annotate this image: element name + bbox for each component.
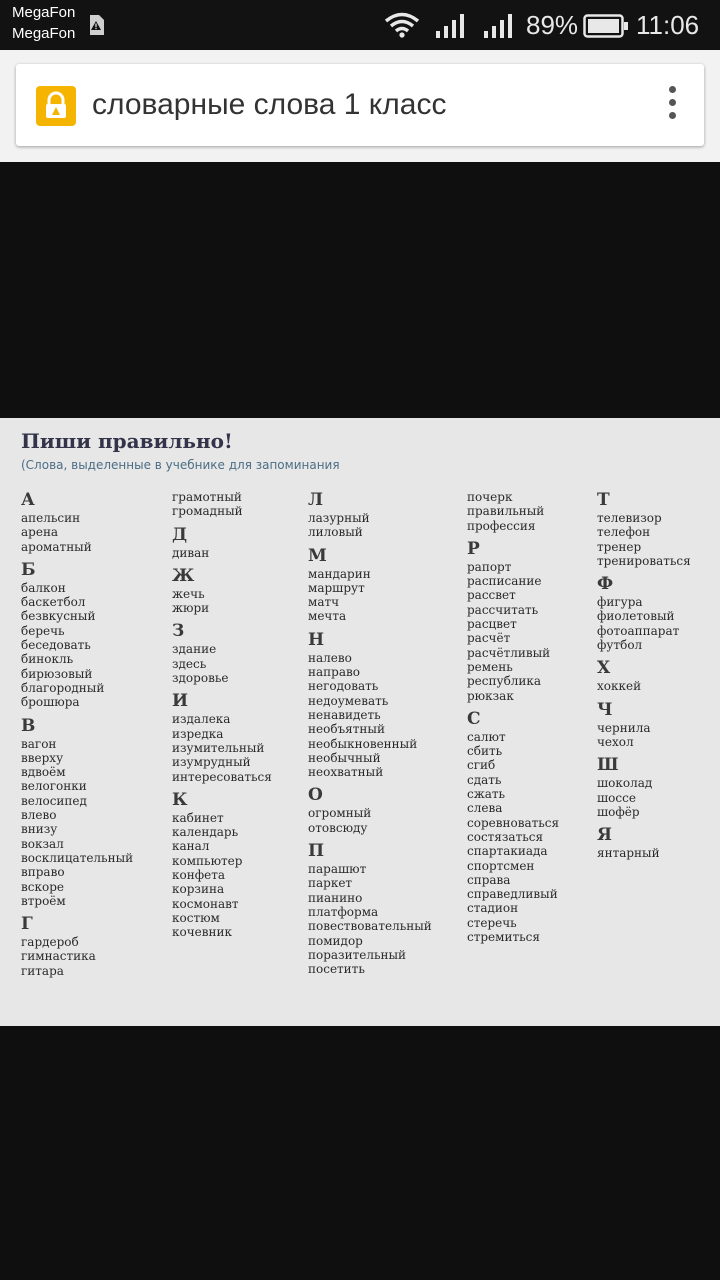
vocabulary-word: кочевник <box>172 925 233 940</box>
vocabulary-word: рассчитать <box>467 602 539 617</box>
vocabulary-word: отовсюду <box>308 820 368 835</box>
vocabulary-word: календарь <box>172 825 239 840</box>
section-letter: И <box>172 691 189 712</box>
vocabulary-word: сдать <box>467 772 502 787</box>
vocabulary-word: стремиться <box>467 930 540 945</box>
vocabulary-word: паркет <box>308 876 353 891</box>
vocabulary-word: неохватный <box>308 765 384 780</box>
word-column <box>597 490 691 860</box>
vocabulary-word: велогонки <box>21 779 87 794</box>
vocabulary-word: вдвоём <box>21 765 66 780</box>
vocabulary-word: необыкновенный <box>308 736 418 751</box>
vocabulary-word: необычный <box>308 750 381 765</box>
section-letter: Л <box>308 490 324 510</box>
wifi-icon <box>384 12 420 38</box>
vocabulary-word: тренироваться <box>597 553 691 568</box>
vocabulary-word: стадион <box>467 901 519 916</box>
vocabulary-word: состязаться <box>467 829 544 844</box>
vocabulary-word: хоккей <box>597 679 642 694</box>
vocabulary-word: посетить <box>308 962 365 977</box>
vocabulary-word: вагон <box>21 736 57 751</box>
vocabulary-word: спортсмен <box>467 858 535 873</box>
section-letter: Т <box>597 490 610 510</box>
vocabulary-word: вправо <box>21 865 65 880</box>
vocabulary-word: грамотный <box>172 490 242 504</box>
vocabulary-word: диван <box>172 545 210 560</box>
vocabulary-word: парашют <box>308 862 367 877</box>
vocabulary-word: брошюра <box>21 695 80 710</box>
vocabulary-word: республика <box>467 674 542 689</box>
vocabulary-word: фигура <box>597 595 643 610</box>
vocabulary-word: повествовательный <box>308 919 432 934</box>
section-letter: О <box>308 785 323 806</box>
vocabulary-word: костюм <box>172 910 220 925</box>
vocabulary-word: здоровье <box>172 671 229 686</box>
vocabulary-word: стеречь <box>467 915 517 930</box>
section-letter: Н <box>308 629 325 650</box>
vocabulary-word: громадный <box>172 504 243 519</box>
vocabulary-word: беседовать <box>21 638 91 653</box>
section-letter: П <box>308 841 325 862</box>
vocabulary-word: благородный <box>21 680 105 695</box>
vocabulary-word: изумительный <box>172 740 265 755</box>
vocabulary-word: расцвет <box>467 617 517 632</box>
vocabulary-word: справедливый <box>467 887 558 902</box>
vocabulary-word: баскетбол <box>21 595 86 610</box>
vocabulary-word: фиолетовый <box>597 609 675 624</box>
vocabulary-word: янтарный <box>597 846 660 861</box>
vocabulary-word: шоколад <box>597 776 653 791</box>
section-letter: Б <box>21 559 36 580</box>
vocabulary-word: поразительный <box>308 947 407 962</box>
word-list-image[interactable] <box>0 418 720 1026</box>
omnibox[interactable] <box>16 64 704 146</box>
image-subtitle: (Слова, выделенные в учебнике для запоминания <box>21 458 340 472</box>
section-letter: С <box>467 708 481 729</box>
word-column <box>467 490 559 944</box>
section-letter: А <box>21 490 35 510</box>
vocabulary-word: негодовать <box>308 679 379 694</box>
signal-icon <box>436 13 466 39</box>
section-letter: З <box>172 621 185 642</box>
vocabulary-word: необъятный <box>308 722 385 737</box>
vocabulary-word: огромный <box>308 806 372 821</box>
page-dark-area <box>0 162 720 418</box>
page-dark-area-bottom <box>0 1026 720 1280</box>
vocabulary-word: апельсин <box>21 511 81 525</box>
vocabulary-word: лазурный <box>308 511 370 525</box>
section-letter: Г <box>21 914 33 935</box>
vocabulary-word: вверху <box>21 750 64 765</box>
vocabulary-word: мандарин <box>308 566 371 581</box>
vocabulary-word: канал <box>172 839 210 854</box>
word-column <box>172 490 272 940</box>
section-letter: Р <box>467 538 480 559</box>
vocabulary-word: сжать <box>467 787 506 802</box>
section-letter: Я <box>597 825 612 846</box>
vocabulary-word: беречь <box>21 623 65 638</box>
vocabulary-word: рапорт <box>467 559 512 574</box>
vocabulary-word: помидор <box>308 933 363 948</box>
vocabulary-word: футбол <box>597 638 643 653</box>
word-column <box>308 490 432 976</box>
vocabulary-word: компьютер <box>172 853 243 868</box>
vocabulary-word: спартакиада <box>467 844 548 859</box>
vocabulary-word: налево <box>308 650 352 665</box>
vocabulary-word: шоссе <box>597 790 636 805</box>
vocabulary-word: конфета <box>172 868 226 883</box>
section-letter: Х <box>597 658 611 679</box>
vocabulary-word: направо <box>308 665 360 680</box>
carrier-1: MegaFon <box>12 4 76 21</box>
vocabulary-word: чернила <box>597 720 651 735</box>
vocabulary-word: чехол <box>597 734 634 749</box>
vocabulary-word: здание <box>172 642 217 657</box>
battery-percent: 89% <box>526 10 579 40</box>
vocabulary-word: пианино <box>308 890 363 905</box>
vocabulary-word: тренер <box>597 539 642 554</box>
vocabulary-word: фотоаппарат <box>597 623 680 638</box>
vocabulary-word: издалека <box>172 712 231 727</box>
vocabulary-word: изумрудный <box>172 755 251 770</box>
battery-icon <box>583 14 629 38</box>
vocabulary-word: гардероб <box>21 935 79 950</box>
vocabulary-word: ароматный <box>21 539 92 554</box>
vocabulary-word: салют <box>467 729 506 744</box>
vocabulary-word: гимнастика <box>21 949 96 964</box>
vocabulary-word: слева <box>467 801 503 816</box>
section-letter: Ж <box>172 565 195 586</box>
vocabulary-word: расписание <box>467 574 542 589</box>
carrier-labels <box>12 2 75 44</box>
vocabulary-word: профессия <box>467 518 536 533</box>
vocabulary-word: безвкусный <box>21 609 96 624</box>
carrier-2: MegaFon <box>12 25 76 42</box>
vocabulary-word: изредка <box>172 726 224 741</box>
status-bar <box>0 0 720 50</box>
section-letter: К <box>172 789 188 810</box>
vocabulary-word: корзина <box>172 882 225 897</box>
lock-icon[interactable] <box>36 86 76 126</box>
vocabulary-word: правильный <box>467 504 545 519</box>
vocabulary-word: расчётливый <box>467 645 551 660</box>
vocabulary-word: арена <box>21 525 59 540</box>
vocabulary-word: лиловый <box>308 525 363 540</box>
image-title: Пиши правильно! <box>21 429 233 453</box>
vocabulary-word: втроём <box>21 893 66 908</box>
vocabulary-word: сбить <box>467 744 503 759</box>
vocabulary-word: ремень <box>467 659 513 674</box>
vocabulary-word: маршрут <box>308 580 365 595</box>
section-letter: М <box>308 545 327 566</box>
vocabulary-word: справа <box>467 872 511 887</box>
vocabulary-word: гитара <box>21 963 64 978</box>
vocabulary-word: сгиб <box>467 758 496 773</box>
vocabulary-word: здесь <box>172 656 207 671</box>
section-letter: Ф <box>597 574 614 595</box>
vocabulary-word: восклицательный <box>21 850 134 865</box>
vocabulary-word: почерк <box>467 490 513 504</box>
vocabulary-word: жечь <box>172 586 205 601</box>
vocabulary-word: вскоре <box>21 879 64 894</box>
vocabulary-word: бинокль <box>21 652 74 667</box>
vocabulary-word: телефон <box>597 525 651 540</box>
section-letter: В <box>21 715 36 736</box>
section-letter: Ч <box>597 699 613 720</box>
vocabulary-word: телевизор <box>597 511 662 525</box>
signal-icon-2 <box>484 13 514 39</box>
vocabulary-word: интересоваться <box>172 769 272 784</box>
browser-toolbar <box>0 50 720 162</box>
overflow-menu-icon[interactable] <box>666 86 678 126</box>
clock: 11:06 <box>636 10 700 40</box>
vocabulary-word: балкон <box>21 580 66 595</box>
vocabulary-word: влево <box>21 808 57 823</box>
word-column <box>21 490 133 978</box>
vocabulary-word: внизу <box>21 822 58 837</box>
vocabulary-word: кабинет <box>172 810 224 825</box>
vocabulary-word: недоумевать <box>308 693 389 708</box>
vocabulary-word: матч <box>308 595 340 610</box>
vocabulary-word: рюкзак <box>467 688 514 703</box>
vocabulary-word: жюри <box>172 601 210 616</box>
url-text[interactable]: словарные слова 1 класс <box>92 88 447 121</box>
vocabulary-word: бирюзовый <box>21 666 93 681</box>
vocabulary-word: рассвет <box>467 588 516 603</box>
section-letter: Д <box>172 524 188 545</box>
vocabulary-word: велосипед <box>21 793 87 808</box>
vocabulary-word: расчёт <box>467 631 511 646</box>
vocabulary-word: вокзал <box>21 836 64 851</box>
section-letter: Ш <box>597 755 619 776</box>
vocabulary-word: соревноваться <box>467 815 560 830</box>
vocabulary-word: космонавт <box>172 896 239 911</box>
sim-alert-icon <box>86 14 106 36</box>
vocabulary-word: ненавидеть <box>308 707 381 722</box>
vocabulary-word: мечта <box>308 609 347 624</box>
vocabulary-word: платформа <box>308 904 379 919</box>
vocabulary-word: шофёр <box>597 804 640 819</box>
